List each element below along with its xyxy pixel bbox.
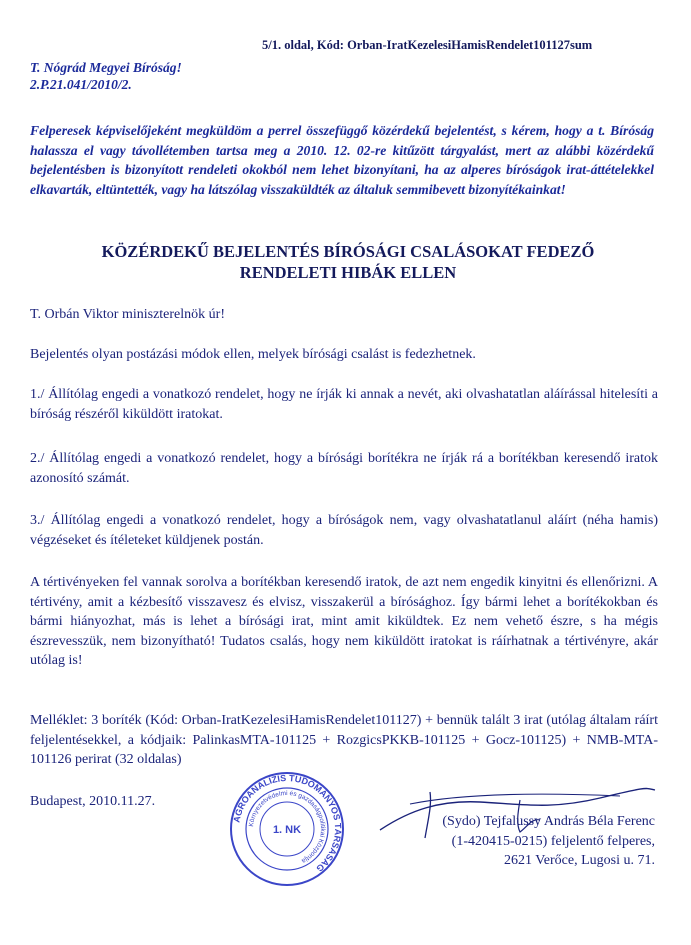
paragraph-point-2: 2./ Állítólag engedi a vonatkozó rendelet, hogy a bírósági borítékra ne írják rá a borítékban keresendő iratok azonosító számát.: [30, 451, 658, 486]
signer-name: (Sydo) Tejfalussy András Béla Ferenc: [442, 814, 655, 829]
paragraph-attachments: Melléklet: 3 boríték (Kód: Orban-IratKezelesiHamisRendelet101127) + bennük talált 3 irat (utólag általam ráírt feljelentésekkel, a kódjaik: PalinkasMTA-101125 + RozgicsPKKB-101125 + Gocz-101125) + NMB-MTA-101126 perirat (32 oldalas): [30, 713, 658, 768]
page-code-header: 5/1. oldal, Kód: Orban-IratKezelesiHamisRendelet101127sum: [262, 38, 593, 52]
place-and-date: Budapest, 2010.11.27.: [30, 794, 156, 809]
stamp-center-text: 1. NK: [272, 824, 302, 836]
court-name: T. Nógrád Megyei Bíróság!: [30, 60, 182, 75]
paragraph-point-3: 3./ Állítólag engedi a vonatkozó rendelet, hogy a bíróságok nem, vagy olvashatatlanul aláírt (néha hamis) végzéseket és ítéleteket küldjenek postán.: [30, 513, 658, 548]
title-line-2: RENDELETI HIBÁK ELLEN: [239, 263, 457, 282]
official-stamp: [228, 770, 346, 888]
paragraph-subject: Bejelentés olyan postázási módok ellen, melyek bírósági csalást is fedezhetnek.: [30, 347, 476, 362]
signer-id-role: (1-420415-0215) feljelentő felperes,: [451, 833, 655, 849]
paragraph-point-1: 1./ Állítólag engedi a vonatkozó rendelet, hogy ne írják ki annak a nevét, aki olvashatatlan aláírással hitelesíti a bíróság részéről kiküldött iratokat.: [30, 387, 658, 422]
intro-paragraph: Felperesek képviselőjeként megküldöm a perrel összefüggő közérdekű bejelentést, s kérem, hogy a t. Bíróság halassza el vagy távollétemben tartsa meg a 2010. 12. 02-re kitűzött tárgyalást, mert az alábbi közérdekű bejelentésben is bizonyított rendeleti okokból nem lehet bizonyítani, ha az alperes bíróságok irat-áttételekkel elkavarták, eltüntették, vagy ha látszólag visszaküldték az általuk semmibevett bizonyítékainkat!: [30, 123, 654, 197]
document-title: [40, 241, 656, 283]
addressee-block: [30, 59, 182, 93]
signature-block: [380, 812, 655, 871]
signer-address: 2621 Verőce, Lugosi u. 71.: [504, 853, 655, 869]
stamp-outer-text: AGROANALIZIS TUDOMÁNYOS TÁRSASÁG: [231, 772, 344, 874]
title-line-1: KÖZÉRDEKŰ BEJELENTÉS BÍRÓSÁGI CSALÁSOKAT FEDEZŐ: [101, 242, 595, 261]
salutation: T. Orbán Viktor miniszterelnök úr!: [30, 307, 225, 322]
paragraph-return-receipt: A tértivényeken fel vannak sorolva a borítékban keresendő iratok, de azt nem engedik kinyitni és ellenőrizni. A tértivény, amit a kézbesítő visszavesz és elvisz, visszakerül a bírósághoz. Így bármi lehet a borítékokban és bármi hiányozhat, más is lehet a bírósági irat, mint amit kiküldtek. Ez nem vehető észre, s ha mégis észrevesszük, nem bizonyítható! Tudatos csalás, hogy nem kiküldött iratokat is ráírhatnak a tértivényre, akár utólag is!: [30, 575, 658, 669]
case-number: 2.P.21.041/2010/2.: [30, 77, 132, 92]
stamp-inner-text: Környezetvédelmi és gazdaságpolitikai Központja: [248, 789, 327, 865]
